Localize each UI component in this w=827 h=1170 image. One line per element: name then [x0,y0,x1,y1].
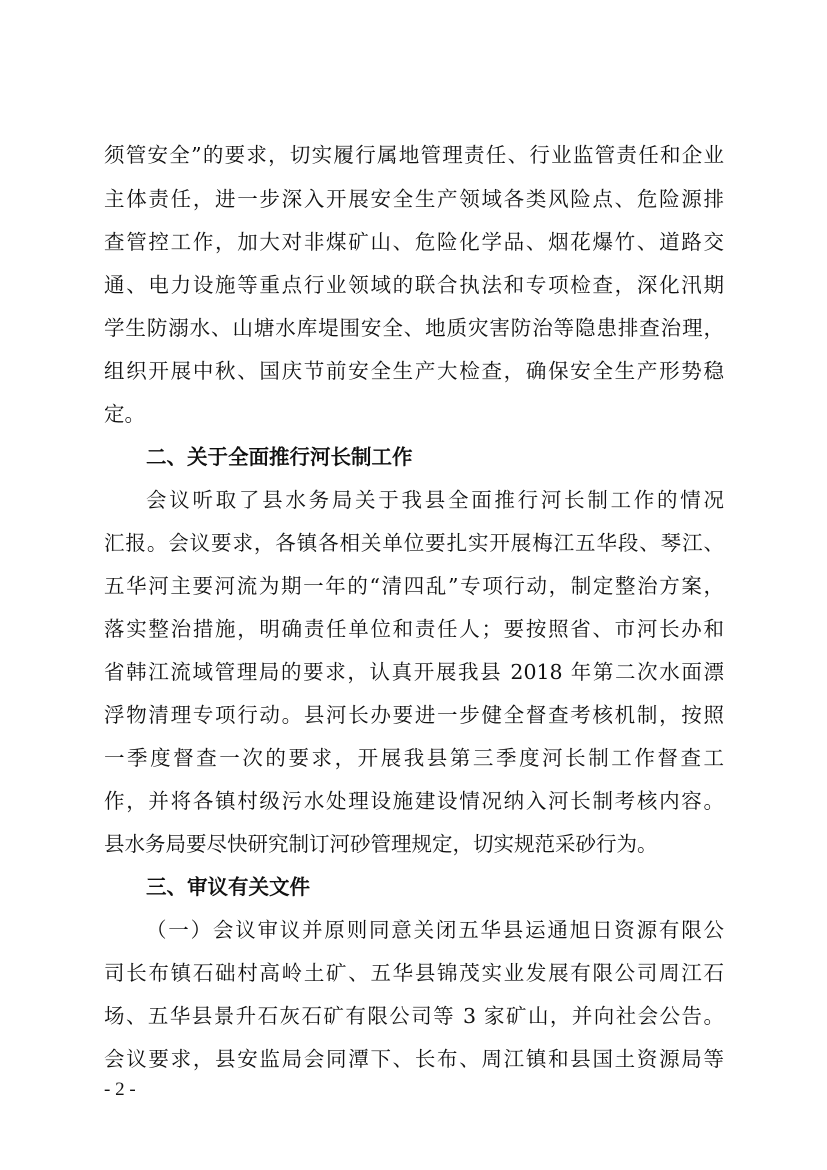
paragraph-line: 落实整治措施，明确责任单位和责任人；要按照省、市河长办和 [104,617,724,641]
paragraph-line: 通、电力设施等重点行业领域的联合执法和专项检查，深化汛期 [104,273,724,297]
paragraph-line: 作，并将各镇村级污水处理设施建设情况纳入河长制考核内容。 [104,789,724,813]
paragraph-line: 会议听取了县水务局关于我县全面推行河长制工作的情况 [146,488,724,512]
paragraph-line: 省韩江流域管理局的要求，认真开展我县 2018 年第二次水面漂 [104,660,724,684]
page-number: - 2 - [104,1079,136,1100]
paragraph-line: 五华河主要河流为期一年的“清四乱”专项行动，制定整治方案， [104,574,724,598]
paragraph-line: 查管控工作，加大对非煤矿山、危险化学品、烟花爆竹、道路交 [104,230,724,254]
paragraph-line: 场、五华县景升石灰石矿有限公司等 3 家矿山，并向社会公告。 [104,1004,724,1028]
paragraph-line: 汇报。会议要求，各镇各相关单位要扎实开展梅江五华段、琴江、 [104,531,724,555]
paragraph-line: 浮物清理专项行动。县河长办要进一步健全督查考核机制，按照 [104,703,724,727]
paragraph-line: 定。 [104,402,145,426]
paragraph-line: 组织开展中秋、国庆节前安全生产大检查，确保安全生产形势稳 [104,359,724,383]
section-heading: 二、关于全面推行河长制工作 [146,445,413,469]
paragraph-line: 会议要求，县安监局会同潭下、长布、周江镇和县国土资源局等 [104,1047,724,1071]
paragraph-line: （一）会议审议并原则同意关闭五华县运通旭日资源有限公 [146,918,724,942]
paragraph-line: 学生防溺水、山塘水库堤围安全、地质灾害防治等隐患排查治理， [104,316,724,340]
paragraph-line: 须管安全”的要求，切实履行属地管理责任、行业监管责任和企业 [104,143,724,167]
paragraph-line: 主体责任，进一步深入开展安全生产领域各类风险点、危险源排 [104,187,724,211]
paragraph-line: 司长布镇石础村高岭土矿、五华县锦茂实业发展有限公司周江石 [104,961,724,985]
paragraph-line: 县水务局要尽快研究制订河砂管理规定，切实规范采砂行为。 [104,832,658,856]
paragraph-line: 一季度督查一次的要求，开展我县第三季度河长制工作督查工 [104,746,724,770]
section-heading: 三、审议有关文件 [146,875,310,899]
